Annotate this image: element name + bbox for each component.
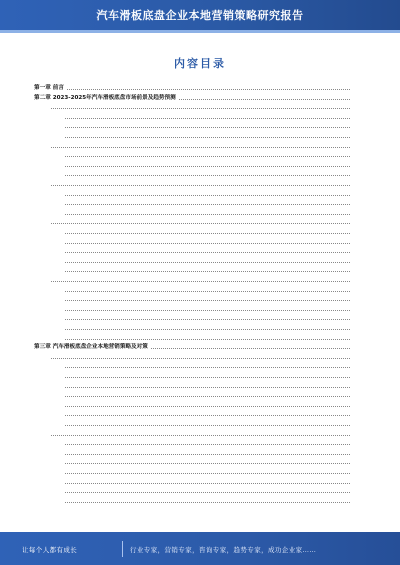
footer-slogan: 行业专家，营销专家，咨询专家，趋势专家，成功企业家…… <box>130 546 317 554</box>
toc-entry-text <box>48 143 50 149</box>
toc-leader-dots <box>62 406 350 407</box>
toc-entry[interactable] <box>62 266 356 274</box>
toc-leader-dots <box>62 175 350 176</box>
toc-entry[interactable] <box>62 478 356 486</box>
footer-left-text: 让每个人都有成长 <box>22 546 78 554</box>
toc-entry[interactable] <box>48 142 356 150</box>
toc-leader-dots <box>62 502 350 503</box>
toc-title: 内容目录 <box>174 57 226 70</box>
toc-entry[interactable] <box>62 228 356 236</box>
toc-entry-text <box>62 267 64 273</box>
toc-leader-dots <box>62 367 350 368</box>
toc-entry[interactable] <box>62 458 356 466</box>
toc-entry[interactable] <box>62 382 356 390</box>
toc-leader-dots <box>62 483 350 484</box>
toc-leader-dots <box>62 156 350 157</box>
toc-entry-text: 第一章 前言 <box>34 85 64 91</box>
toc-entry-text <box>62 258 64 264</box>
toc-leader-dots <box>48 281 350 282</box>
toc-entry-text <box>48 354 50 360</box>
toc-entry-text <box>62 373 64 379</box>
toc-leader-dots <box>62 118 350 119</box>
toc-entry-text <box>62 383 64 389</box>
toc-entry[interactable] <box>62 170 356 178</box>
toc-entry[interactable] <box>62 199 356 207</box>
toc-entry-text <box>62 325 64 331</box>
toc-leader-dots <box>62 463 350 464</box>
toc-entry-text <box>62 315 64 321</box>
toc-entry-text <box>62 488 64 494</box>
toc-leader-dots <box>62 396 350 397</box>
toc-entry[interactable] <box>34 84 356 92</box>
toc-leader-dots <box>62 252 350 253</box>
toc-entry-text <box>62 162 64 168</box>
toc-entry[interactable] <box>62 209 356 217</box>
toc-entry[interactable] <box>62 439 356 447</box>
toc-entry[interactable] <box>62 132 356 140</box>
toc-leader-dots <box>62 127 350 128</box>
toc-entry[interactable] <box>62 391 356 399</box>
toc-leader-dots <box>62 492 350 493</box>
toc-leader-dots <box>34 89 350 90</box>
toc-entry[interactable] <box>62 247 356 255</box>
header-accent-line <box>0 30 400 33</box>
toc-leader-dots <box>48 223 350 224</box>
toc-entry[interactable] <box>48 103 356 111</box>
toc-entry[interactable] <box>62 401 356 409</box>
toc-leader-dots <box>62 214 350 215</box>
toc-entry[interactable] <box>48 276 356 284</box>
toc-leader-dots <box>62 454 350 455</box>
toc-leader-dots <box>62 243 350 244</box>
toc-entry[interactable] <box>62 362 356 370</box>
table-of-contents <box>34 84 356 516</box>
toc-entry-text <box>62 459 64 465</box>
toc-leader-dots <box>62 444 350 445</box>
toc-entry[interactable] <box>34 94 356 102</box>
toc-leader-dots <box>62 271 350 272</box>
toc-entry[interactable] <box>62 372 356 380</box>
toc-leader-dots <box>62 195 350 196</box>
toc-leader-dots <box>62 339 350 340</box>
toc-entry-text <box>62 411 64 417</box>
toc-entry[interactable] <box>62 238 356 246</box>
toc-entry-text <box>62 123 64 129</box>
toc-entry[interactable] <box>48 353 356 361</box>
toc-entry-text <box>62 402 64 408</box>
toc-entry-text <box>48 277 50 283</box>
toc-entry-text <box>48 431 50 437</box>
toc-entry-text <box>62 171 64 177</box>
toc-entry-text <box>62 114 64 120</box>
toc-entry-text <box>62 248 64 254</box>
footer-divider <box>122 541 123 557</box>
toc-entry[interactable] <box>62 497 356 505</box>
toc-leader-dots <box>48 108 350 109</box>
toc-leader-dots <box>48 358 350 359</box>
toc-entry[interactable] <box>62 334 356 342</box>
toc-entry-text <box>62 287 64 293</box>
toc-entry-text: 第三章 汽车滑板底盘企业本地营销策略及对策 <box>34 344 148 351</box>
toc-entry-text <box>62 210 64 216</box>
toc-entry-text <box>62 421 64 427</box>
toc-entry[interactable] <box>48 430 356 438</box>
toc-entry[interactable] <box>62 122 356 130</box>
toc-entry[interactable] <box>48 218 356 226</box>
toc-leader-dots <box>62 329 350 330</box>
toc-leader-dots <box>62 166 350 167</box>
toc-leader-dots <box>62 233 350 234</box>
toc-entry-text <box>62 191 64 197</box>
toc-entry-text <box>48 104 50 110</box>
toc-entry[interactable] <box>62 449 356 457</box>
toc-entry[interactable] <box>34 343 356 351</box>
toc-entry[interactable] <box>62 305 356 313</box>
toc-entry[interactable] <box>62 468 356 476</box>
toc-leader-dots <box>48 435 350 436</box>
toc-entry-text <box>62 306 64 312</box>
toc-entry-text <box>48 181 50 187</box>
toc-entry-text <box>62 498 64 504</box>
toc-entry[interactable] <box>62 295 356 303</box>
toc-entry-text <box>62 450 64 456</box>
report-title: 汽车滑板底盘企业本地营销策略研究报告 <box>96 9 304 22</box>
toc-entry[interactable] <box>62 257 356 265</box>
toc-entry[interactable] <box>62 151 356 159</box>
toc-entry-text <box>62 152 64 158</box>
toc-entry[interactable] <box>62 286 356 294</box>
toc-entry[interactable] <box>62 190 356 198</box>
toc-leader-dots <box>62 319 350 320</box>
toc-entry[interactable] <box>62 324 356 332</box>
toc-leader-dots <box>62 291 350 292</box>
toc-entry-text <box>62 133 64 139</box>
toc-entry[interactable] <box>62 410 356 418</box>
toc-leader-dots <box>62 415 350 416</box>
toc-leader-dots <box>48 185 350 186</box>
toc-entry-text <box>62 469 64 475</box>
toc-entry-text <box>62 479 64 485</box>
toc-entry[interactable] <box>62 113 356 121</box>
toc-leader-dots <box>62 387 350 388</box>
toc-entry[interactable] <box>62 487 356 495</box>
toc-entry[interactable] <box>48 180 356 188</box>
toc-entry[interactable] <box>62 161 356 169</box>
toc-leader-dots <box>62 310 350 311</box>
toc-leader-dots <box>62 425 350 426</box>
toc-leader-dots <box>62 204 350 205</box>
toc-entry-text <box>62 296 64 302</box>
toc-leader-dots <box>48 147 350 148</box>
toc-entry-text <box>62 239 64 245</box>
toc-entry-text <box>62 363 64 369</box>
toc-leader-dots <box>62 377 350 378</box>
toc-entry[interactable] <box>62 314 356 322</box>
toc-entry-text <box>62 335 64 341</box>
toc-entry-text <box>62 200 64 206</box>
toc-leader-dots <box>62 262 350 263</box>
toc-entry-text: 第二章 2023-2025年汽车滑板底盘市场前景及趋势预测 <box>34 94 176 101</box>
toc-leader-dots <box>62 473 350 474</box>
toc-leader-dots <box>62 300 350 301</box>
toc-entry-text <box>62 392 64 398</box>
toc-entry-text <box>48 219 50 225</box>
toc-entry-text <box>62 440 64 446</box>
toc-entry[interactable] <box>62 420 356 428</box>
toc-leader-dots <box>62 137 350 138</box>
toc-entry-text <box>62 229 64 235</box>
